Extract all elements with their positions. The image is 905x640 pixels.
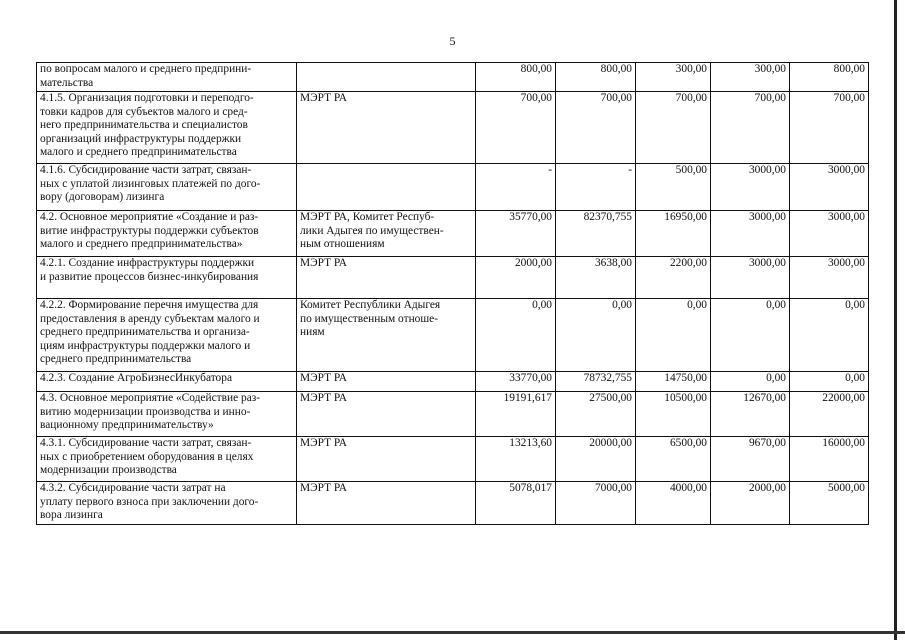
activity-executor: МЭРТ РА: [297, 372, 476, 392]
program-activities-table: [36, 62, 869, 525]
table-row: [37, 482, 869, 525]
value-cell: 2200,00: [636, 257, 711, 299]
activity-executor: МЭРТ РА, Комитет Респуб- лики Адыгея по имуществен- ным отношениям: [297, 211, 476, 257]
value-cell: 3000,00: [711, 164, 790, 211]
activity-description: 4.3.1. Субсидирование части затрат, связан- ных с приобретением оборудования в целях модернизации производства: [37, 437, 297, 482]
value-cell: -: [556, 164, 636, 211]
value-cell: 22000,00: [790, 392, 869, 437]
activity-description: 4.2.3. Создание АгроБизнесИнкубатора: [37, 372, 297, 392]
value-cell: 20000,00: [556, 437, 636, 482]
table-row: [37, 392, 869, 437]
value-cell: 0,00: [711, 299, 790, 372]
value-cell: 9670,00: [711, 437, 790, 482]
value-cell: 5078,017: [476, 482, 556, 525]
value-cell: 3000,00: [711, 257, 790, 299]
value-cell: 0,00: [476, 299, 556, 372]
value-cell: 7000,00: [556, 482, 636, 525]
activity-description: 4.3. Основное мероприятие «Содействие раз- витию модернизации производства и инно- вационному предпринимательству»: [37, 392, 297, 437]
value-cell: 5000,00: [790, 482, 869, 525]
value-cell: 78732,755: [556, 372, 636, 392]
activity-description: 4.2.1. Создание инфраструктуры поддержки и развитие процессов бизнес-инкубирования: [37, 257, 297, 299]
value-cell: 500,00: [636, 164, 711, 211]
table-row: [37, 92, 869, 164]
activity-executor: МЭРТ РА: [297, 437, 476, 482]
activity-description: 4.3.2. Субсидирование части затрат на уплату первого взноса при заключении дого- вора лизинга: [37, 482, 297, 525]
value-cell: 16000,00: [790, 437, 869, 482]
value-cell: 4000,00: [636, 482, 711, 525]
value-cell: 700,00: [636, 92, 711, 164]
value-cell: -: [476, 164, 556, 211]
value-cell: 3000,00: [711, 211, 790, 257]
value-cell: 800,00: [556, 63, 636, 92]
value-cell: 800,00: [790, 63, 869, 92]
value-cell: 19191,617: [476, 392, 556, 437]
value-cell: 0,00: [556, 299, 636, 372]
value-cell: 0,00: [636, 299, 711, 372]
activity-executor: МЭРТ РА: [297, 257, 476, 299]
value-cell: 27500,00: [556, 392, 636, 437]
value-cell: 14750,00: [636, 372, 711, 392]
value-cell: 0,00: [790, 372, 869, 392]
activity-description: по вопросам малого и среднего предприни- мательства: [37, 63, 297, 92]
value-cell: 0,00: [711, 372, 790, 392]
value-cell: 16950,00: [636, 211, 711, 257]
value-cell: 12670,00: [711, 392, 790, 437]
activity-description: 4.2. Основное мероприятие «Создание и раз- витие инфраструктуры поддержки субъектов малого и среднего предпринимательства»: [37, 211, 297, 257]
value-cell: 3000,00: [790, 164, 869, 211]
value-cell: 3638,00: [556, 257, 636, 299]
value-cell: 10500,00: [636, 392, 711, 437]
value-cell: 700,00: [790, 92, 869, 164]
value-cell: 6500,00: [636, 437, 711, 482]
scan-edge-right: [894, 0, 897, 640]
table-row: [37, 299, 869, 372]
activity-executor: МЭРТ РА: [297, 92, 476, 164]
value-cell: 800,00: [476, 63, 556, 92]
table-row: [37, 63, 869, 92]
activity-executor: МЭРТ РА: [297, 392, 476, 437]
scan-edge-bottom: [0, 631, 905, 634]
value-cell: 35770,00: [476, 211, 556, 257]
table-row: [37, 164, 869, 211]
page-number: 5: [449, 34, 456, 48]
value-cell: 300,00: [711, 63, 790, 92]
value-cell: 13213,60: [476, 437, 556, 482]
value-cell: 0,00: [790, 299, 869, 372]
activity-description: 4.1.6. Субсидирование части затрат, связан- ных с уплатой лизинговых платежей по дого- вору (договорам) лизинга: [37, 164, 297, 211]
table-row: [37, 437, 869, 482]
table-row: [37, 372, 869, 392]
value-cell: 2000,00: [711, 482, 790, 525]
value-cell: 3000,00: [790, 257, 869, 299]
activity-executor: [297, 164, 476, 211]
activity-executor: [297, 63, 476, 92]
value-cell: 700,00: [711, 92, 790, 164]
table-row: [37, 257, 869, 299]
value-cell: 3000,00: [790, 211, 869, 257]
value-cell: 700,00: [556, 92, 636, 164]
activity-executor: МЭРТ РА: [297, 482, 476, 525]
activity-description: 4.1.5. Организация подготовки и переподго- товки кадров для субъектов малого и сред- него предпринимательства и специалистов организаций инфраструктуры поддержки малого и среднего предпринимательства: [37, 92, 297, 164]
value-cell: 82370,755: [556, 211, 636, 257]
value-cell: 300,00: [636, 63, 711, 92]
activity-description: 4.2.2. Формирование перечня имущества для предоставления в аренду субъектам малого и среднего предпринимательства и организа- циям инфраструктуры поддержки малого и среднего предпринимательства: [37, 299, 297, 372]
value-cell: 33770,00: [476, 372, 556, 392]
activity-executor: Комитет Республики Адыгея по имущественным отноше- ниям: [297, 299, 476, 372]
value-cell: 2000,00: [476, 257, 556, 299]
table-row: [37, 211, 869, 257]
value-cell: 700,00: [476, 92, 556, 164]
